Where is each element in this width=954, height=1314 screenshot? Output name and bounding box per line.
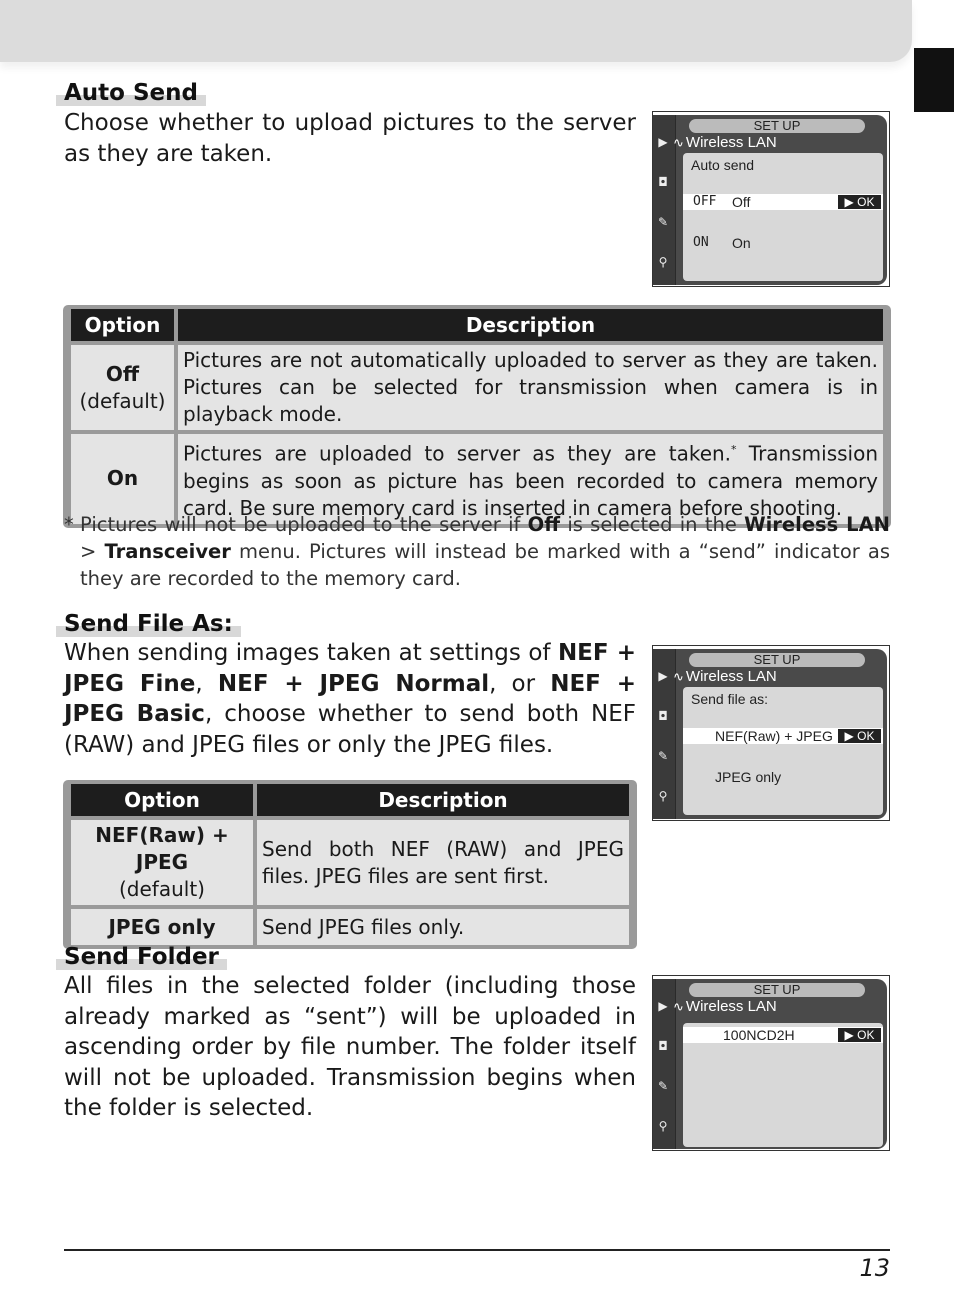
lcd-panel (683, 1023, 883, 1147)
wireless-icon: ∿ (673, 669, 684, 684)
lcd-auto-send (652, 111, 890, 287)
ok-indicator: ▶ OK (838, 729, 881, 743)
section-title-send-file-as: Send File As: (56, 611, 241, 637)
send-file-as-table (63, 780, 637, 949)
wireless-icon: ∿ (673, 999, 684, 1014)
lcd-setup-header: SET UP (689, 983, 865, 997)
ok-indicator: ▶ OK (838, 1028, 881, 1042)
lcd-send-folder (652, 975, 890, 1151)
section-title-send-folder: Send Folder (56, 944, 227, 970)
chapter-tab (914, 48, 954, 112)
description-cell: Send both NEF (RAW) and JPEG files. JPEG files are sent first. (257, 820, 629, 905)
option-cell: Off (default) (71, 345, 174, 430)
lcd-option-off[interactable]: OFF Off ▶ OK (683, 194, 883, 210)
lcd-menu-title: ∿ Wireless LAN (673, 998, 777, 1015)
send-folder-text: All files in the selected folder (including those already marked as “sent”) will be uploaded in ascending order by file number. The folder itself will not be uploaded. Transmission begins when the folder is selected. (64, 973, 636, 1121)
lcd-setup-header: SET UP (689, 119, 865, 133)
lcd-menu-title: ∿ Wireless LAN (673, 668, 777, 685)
camera-icon: ◘ (658, 1039, 668, 1053)
page-header-bar (0, 0, 912, 62)
play-icon: ▶ (658, 135, 668, 149)
wrench-icon: ⚲ (658, 255, 668, 269)
table-header-description: Description (178, 309, 883, 341)
lcd-option-jpeg-only[interactable]: JPEG only (715, 769, 782, 785)
page-number: 13 (859, 1254, 890, 1282)
description-cell: Pictures are not automatically uploaded to server as they are taken. Pictures can be selected for transmission when camera is in playback mode. (178, 345, 883, 430)
table-header-option: Option (71, 309, 174, 341)
camera-icon: ◘ (658, 709, 668, 723)
lcd-menu-label: Auto send (691, 157, 755, 173)
table-header-option: Option (71, 784, 253, 816)
option-cell: NEF(Raw) + JPEG (default) (71, 820, 253, 905)
right-triangle-icon: ▶ (844, 729, 854, 743)
table-header-description: Description (257, 784, 629, 816)
pencil-icon: ✎ (657, 215, 669, 229)
footer-rule (64, 1249, 890, 1251)
lcd-menu-title: ∿ Wireless LAN (673, 134, 777, 151)
ok-indicator: ▶ OK (838, 195, 881, 209)
pencil-icon: ✎ (657, 749, 669, 763)
option-cell: JPEG only (71, 909, 253, 945)
wireless-icon: ∿ (673, 135, 684, 150)
lcd-send-file-as (652, 645, 890, 821)
lcd-menu-label: Send file as: (691, 691, 769, 707)
table-row (71, 909, 629, 945)
auto-send-text: Choose whether to upload pictures to the server as they are taken. (64, 110, 636, 167)
description-cell: Pictures are uploaded to server as they are taken.* Transmission begins as soon as picture has been recorded to camera memory card. Be sure memory card is inserted in camera before shooting. (178, 434, 883, 524)
right-triangle-icon: ▶ (844, 195, 854, 209)
play-icon: ▶ (658, 999, 668, 1013)
auto-send-table (63, 305, 891, 528)
pencil-icon: ✎ (657, 1079, 669, 1093)
table-row (71, 345, 883, 430)
send-file-as-text: When sending images taken at settings of NEF + JPEG Fine, NEF + JPEG Normal, or NEF + JPEG Basic, choose whether to send both NEF (RAW) and JPEG files or only the JPEG files. (64, 640, 637, 758)
lcd-option-on[interactable]: ON On (693, 235, 751, 251)
lcd-setup-header: SET UP (689, 653, 865, 667)
lcd-panel (683, 153, 883, 281)
wrench-icon: ⚲ (658, 1119, 668, 1133)
play-icon: ▶ (658, 669, 668, 683)
wrench-icon: ⚲ (658, 789, 668, 803)
footnote: * Pictures will not be uploaded to the server if Off is selected in the Wireless LAN > Transceiver menu. Pictures will instead be marked with a “send” indicator as they are recorded to the memory card. (64, 513, 890, 590)
lcd-option-nef-jpeg[interactable]: NEF(Raw) + JPEG ▶ OK (683, 728, 883, 744)
lcd-option-folder[interactable]: 100NCD2H ▶ OK (683, 1027, 883, 1043)
table-row (71, 820, 629, 905)
description-cell: Send JPEG files only. (257, 909, 629, 945)
option-cell: On (71, 434, 174, 524)
camera-icon: ◘ (658, 175, 668, 189)
section-title-auto-send: Auto Send (56, 80, 206, 106)
right-triangle-icon: ▶ (844, 1028, 854, 1042)
lcd-panel (683, 687, 883, 815)
